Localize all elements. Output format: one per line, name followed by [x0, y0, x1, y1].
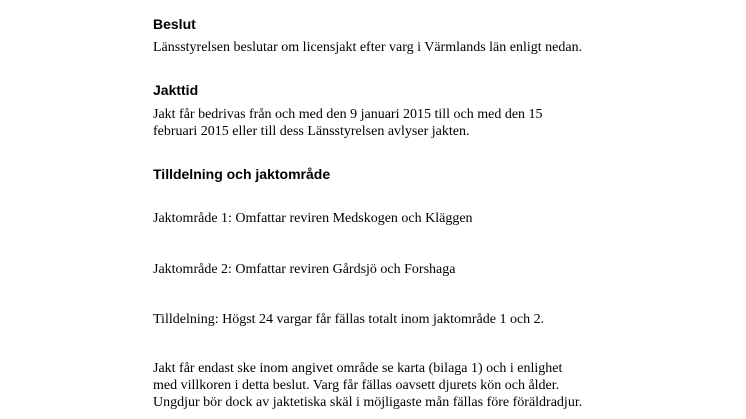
- paragraph-jaktomrade-1: Jaktområde 1: Omfattar reviren Medskogen och Kläggen: [153, 211, 473, 226]
- paragraph-conditions: [153, 360, 582, 411]
- paragraph-jaktomrade-2: Jaktområde 2: Omfattar reviren Gårdsjö och Forshaga: [153, 262, 456, 277]
- heading-beslut: Beslut: [153, 16, 196, 32]
- paragraph-beslut: Länsstyrelsen beslutar om licensjakt efter varg i Värmlands län enligt nedan.: [153, 40, 583, 55]
- paragraph-jakttid: [153, 106, 543, 140]
- heading-jakttid: Jakttid: [153, 82, 199, 98]
- text-line: Jakt får endast ske inom angivet område se karta (bilaga 1) och i enlighet: [153, 361, 563, 376]
- text-line: Jakt får bedrivas från och med den 9 januari 2015 till och med den 15: [153, 107, 543, 122]
- text-line: Ungdjur bör dock av jaktetiska skäl i möjligaste mån fällas före föräldradjur.: [153, 395, 583, 410]
- text-line: med villkoren i detta beslut. Varg får fällas oavsett djurets kön och ålder.: [153, 378, 560, 393]
- paragraph-tilldelning-quota: Tilldelning: Högst 24 vargar får fällas totalt inom jaktområde 1 och 2.: [153, 312, 545, 327]
- heading-tilldelning: Tilldelning och jaktområde: [153, 166, 331, 182]
- text-line: februari 2015 eller till dess Länsstyrelsen avlyser jakten.: [153, 124, 470, 139]
